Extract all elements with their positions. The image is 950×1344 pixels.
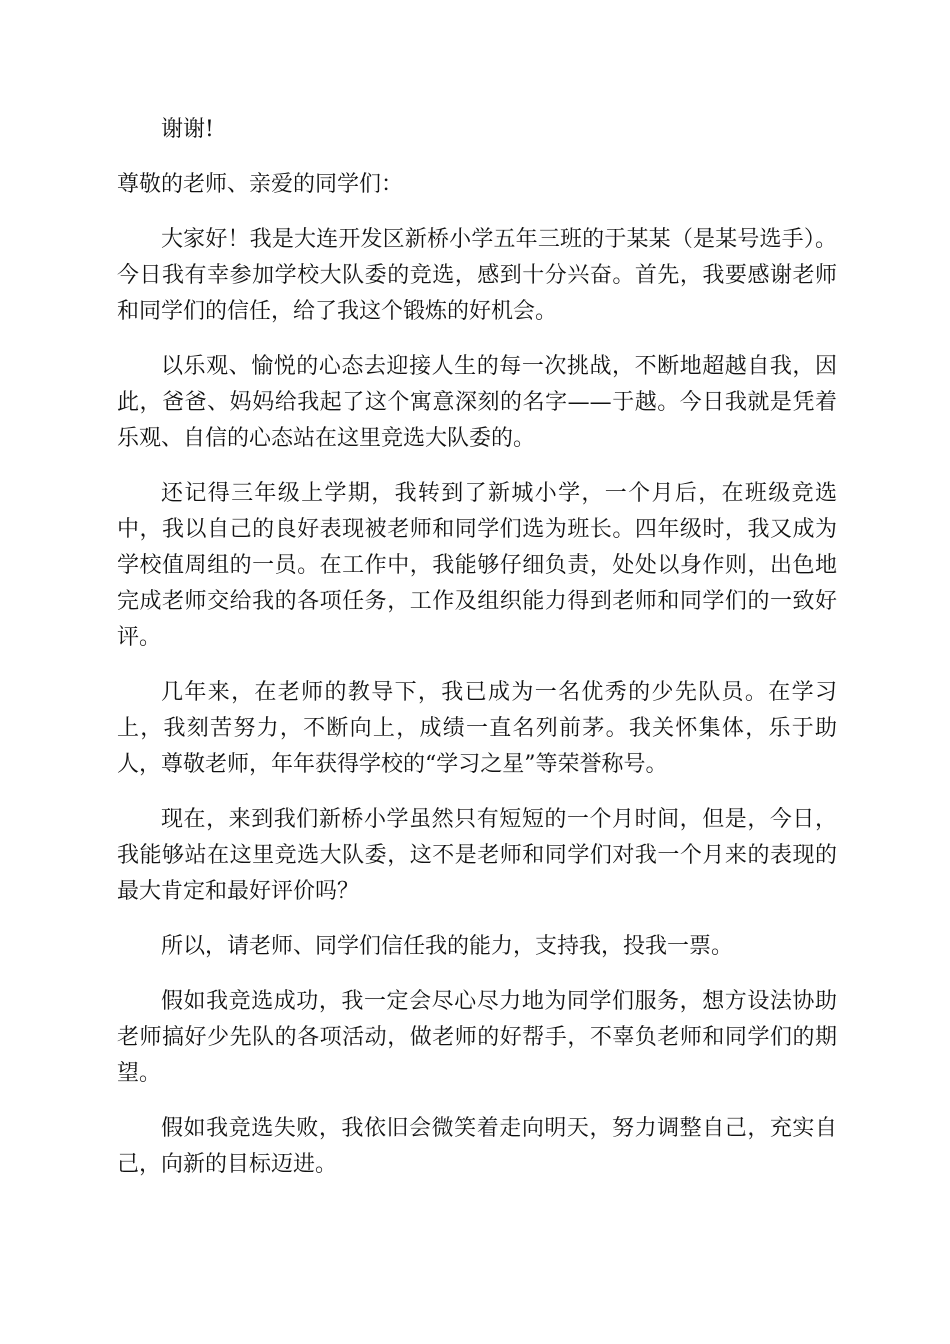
- paragraph-if-fail: 假如我竞选失败，我依旧会微笑着走向明天，努力调整自己，充实自己，向新的目标迈进。: [117, 1116, 837, 1177]
- paragraph-if-success: 假如我竞选成功，我一定会尽心尽力地为同学们服务，想方设法协助老师搞好少先队的各项活动，做老师的好帮手，不辜负老师和同学们的期望。: [117, 989, 837, 1086]
- document-page: [117, 112, 837, 1202]
- paragraph-experience: 还记得三年级上学期，我转到了新城小学，一个月后，在班级竞选中，我以自己的良好表现被老师和同学们选为班长。四年级时，我又成为学校值周组的一员。在工作中，我能够仔细负责，处处以身作则，出色地完成老师交给我的各项任务，工作及组织能力得到老师和同学们的一致好评。: [117, 481, 837, 650]
- closing-thanks: 谢谢!: [161, 117, 214, 142]
- paragraph-achievements: 几年来，在老师的教导下，我已成为一名优秀的少先队员。在学习上，我刻苦努力，不断向上，成绩一直名列前茅。我关怀集体，乐于助人，尊敬老师，年年获得学校的“学习之星”等荣誉称号。: [117, 680, 837, 777]
- paragraph-name-meaning: 以乐观、愉悦的心态去迎接人生的每一次挑战，不断地超越自我，因此，爸爸、妈妈给我起了这个寓意深刻的名字——于越。今日我就是凭着乐观、自信的心态站在这里竞选大队委的。: [117, 354, 837, 451]
- paragraph-now: 现在，来到我们新桥小学虽然只有短短的一个月时间，但是，今日，我能够站在这里竞选大队委，这不是老师和同学们对我一个月来的表现的最大肯定和最好评价吗？: [117, 807, 837, 904]
- paragraph-vote-request: 所以，请老师、同学们信任我的能力，支持我，投我一票。: [161, 934, 734, 959]
- paragraph-greeting: 大家好！我是大连开发区新桥小学五年三班的于某某（是某号选手）。今日我有幸参加学校大队委的竞选，感到十分兴奋。首先，我要感谢老师和同学们的信任，给了我这个锻炼的好机会。: [117, 227, 837, 324]
- salutation: 尊敬的老师、亲爱的同学们：: [117, 172, 404, 197]
